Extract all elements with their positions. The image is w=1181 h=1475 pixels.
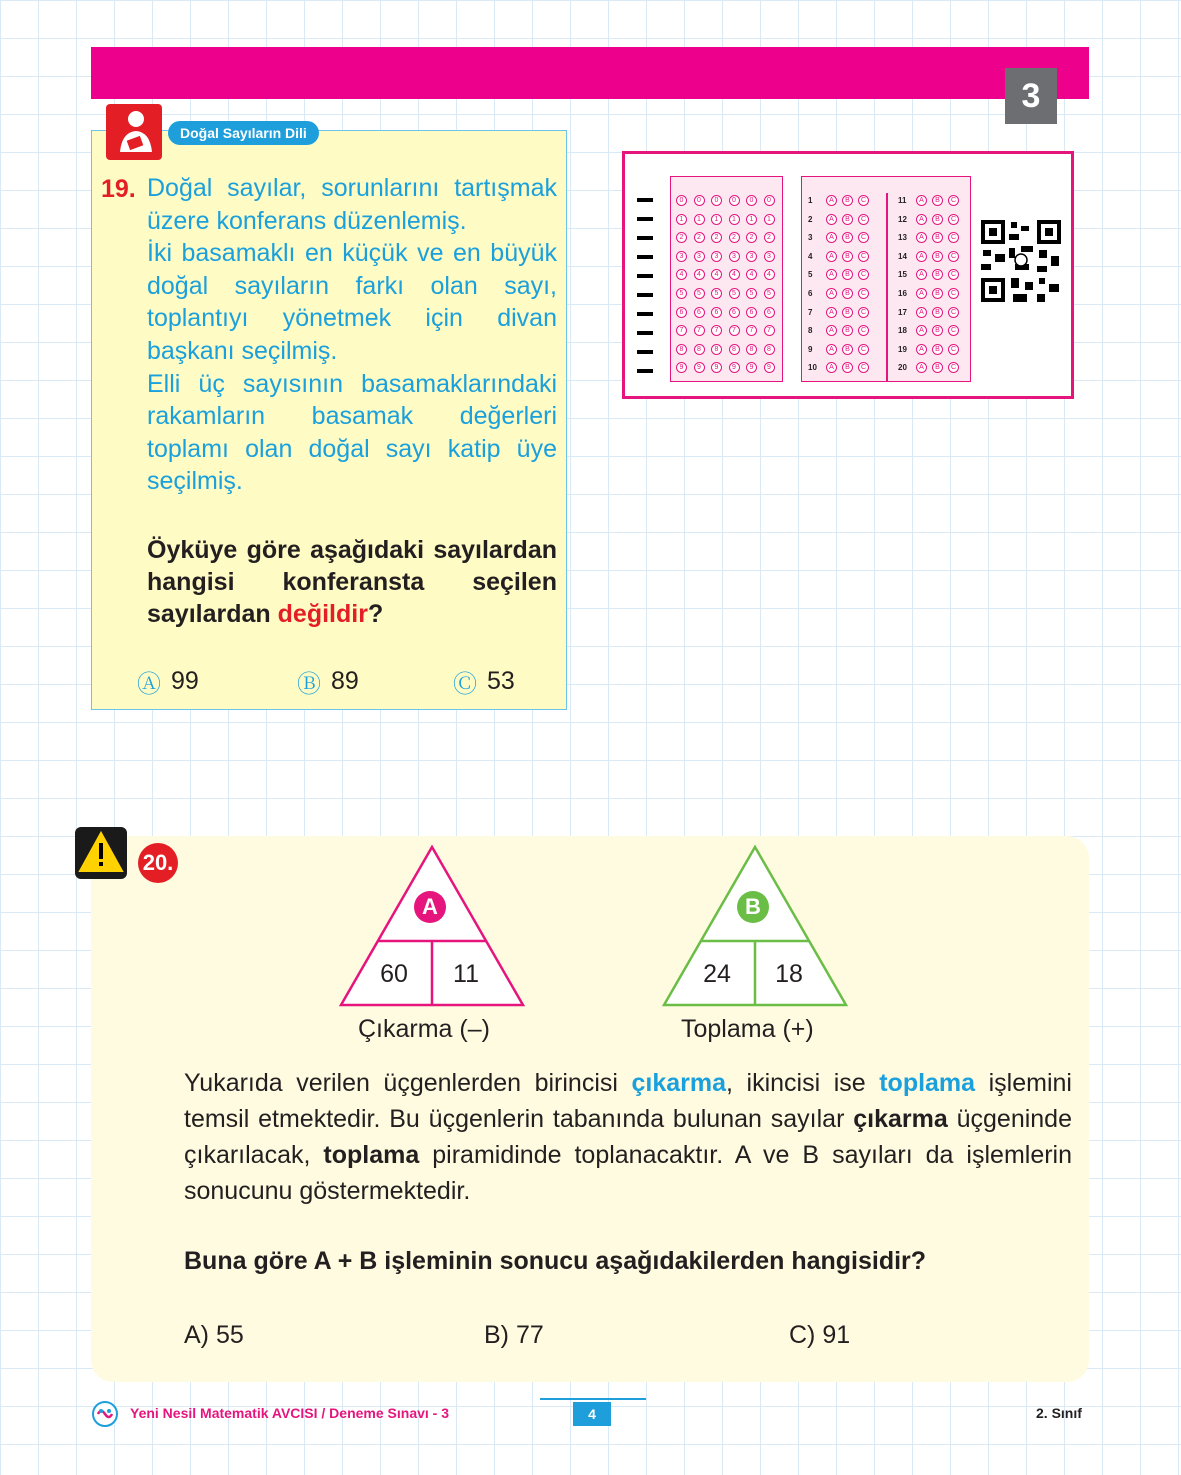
- prompt-text: Öyküye göre aşağıdaki sayılardan hangisi konferansta seçilen sayılardan: [147, 536, 557, 628]
- answer-bubble[interactable]: A: [916, 344, 927, 355]
- answer-row-number: 12: [898, 214, 907, 224]
- student-no-bubble[interactable]: 4: [694, 269, 705, 280]
- answer-row-number: 7: [808, 307, 813, 317]
- student-no-bubble[interactable]: 3: [764, 251, 775, 262]
- timing-mark: [637, 217, 653, 221]
- answer-bubble[interactable]: B: [842, 344, 853, 355]
- footer-title: Yeni Nesil Matematik AVCISI / Deneme Sınavı - 3: [130, 1405, 450, 1421]
- topic-tag: Doğal Sayıların Dili: [168, 121, 319, 145]
- keyword-subtraction-bold: çıkarma: [853, 1105, 948, 1133]
- answer-bubble[interactable]: A: [826, 251, 837, 262]
- triangle-a-right-number: 11: [453, 960, 479, 988]
- answer-row-number: 10: [808, 363, 817, 373]
- answer-bubble[interactable]: A: [916, 269, 927, 280]
- answer-sheet: [622, 151, 1074, 399]
- timing-mark: [637, 350, 653, 354]
- answer-bubble[interactable]: B: [932, 269, 943, 280]
- student-no-bubble[interactable]: 2: [711, 232, 722, 243]
- warning-icon: [75, 827, 127, 879]
- triangle-b-right-number: 18: [775, 960, 803, 988]
- answer-bubble[interactable]: B: [932, 325, 943, 336]
- answer-bubble[interactable]: B: [932, 195, 943, 206]
- answer-bubble[interactable]: A: [826, 325, 837, 336]
- student-no-bubble[interactable]: 7: [764, 325, 775, 336]
- answer-row-number: 1: [808, 196, 813, 205]
- answer-row-number: 3: [808, 233, 813, 243]
- answer-row-number: 11: [898, 196, 907, 205]
- answer-bubble[interactable]: C: [858, 251, 869, 262]
- question-number: 20.: [138, 843, 178, 883]
- student-no-bubble[interactable]: 0: [729, 195, 740, 206]
- answer-row-number: 17: [898, 307, 907, 317]
- answer-bubble[interactable]: C: [858, 288, 869, 299]
- student-no-bubble[interactable]: 1: [729, 214, 740, 225]
- answer-bubble[interactable]: C: [948, 344, 959, 355]
- page-badge: 3: [1005, 68, 1057, 124]
- answer-bubble[interactable]: B: [932, 232, 943, 243]
- answer-bubble[interactable]: A: [826, 214, 837, 225]
- answer-bubble[interactable]: A: [916, 325, 927, 336]
- answer-bubble[interactable]: A: [826, 269, 837, 280]
- negation-word: değildir: [277, 600, 368, 628]
- option-b[interactable]: B) 77: [484, 1321, 544, 1349]
- answer-bubble[interactable]: C: [948, 214, 959, 225]
- answer-bubble[interactable]: A: [826, 344, 837, 355]
- story-paragraph: İki basamaklı en küçük ve en büyük doğal sayıların farkı olan sayı, toplantıyı yönetmek için divan başkanı seçilmiş.: [147, 239, 557, 365]
- answer-row-number: 13: [898, 233, 907, 243]
- answer-bubble[interactable]: A: [826, 195, 837, 206]
- student-no-bubble[interactable]: 6: [676, 307, 687, 318]
- footer-grade: 2. Sınıf: [1036, 1405, 1082, 1421]
- answer-bubble[interactable]: A: [916, 307, 927, 318]
- timing-mark: [637, 331, 653, 335]
- student-no-bubble[interactable]: 5: [746, 288, 757, 299]
- text-span: Yukarıda verilen üçgenlerden birincisi: [184, 1069, 632, 1097]
- story-paragraph: Elli üç sayısının basamaklarındaki rakamların basamak değerleri toplamı olan doğal sayı katip üye seçilmiş.: [147, 369, 557, 496]
- answer-bubble[interactable]: C: [948, 288, 959, 299]
- question-19-prompt: [147, 534, 557, 630]
- answer-bubble[interactable]: B: [842, 251, 853, 262]
- student-no-bubble[interactable]: 3: [676, 251, 687, 262]
- text-span: işlemini temsil etmektedir. Bu üçgenlerin tabanında bulunan sayılar: [184, 1069, 1072, 1133]
- keyword-subtraction: çıkarma: [631, 1069, 727, 1097]
- student-no-bubble[interactable]: 6: [711, 307, 722, 318]
- student-no-bubble[interactable]: 2: [694, 232, 705, 243]
- student-no-bubble[interactable]: 7: [711, 325, 722, 336]
- publisher-logo-icon: [92, 1401, 118, 1427]
- student-no-bubble[interactable]: 7: [746, 325, 757, 336]
- description-paragraph: [184, 1065, 1072, 1209]
- option-letter: Ⓐ: [137, 671, 161, 698]
- option-a[interactable]: A) 55: [184, 1321, 244, 1349]
- answer-row-number: 5: [808, 270, 813, 280]
- answer-bubble[interactable]: C: [948, 307, 959, 318]
- option-a[interactable]: [137, 664, 199, 699]
- student-no-bubble[interactable]: 2: [676, 232, 687, 243]
- student-no-bubble[interactable]: 8: [676, 344, 687, 355]
- student-no-bubble[interactable]: 6: [746, 307, 757, 318]
- student-no-grid: [670, 176, 783, 382]
- question-20-prompt: Buna göre A + B işleminin sonucu aşağıdakilerden hangisidir?: [184, 1247, 927, 1275]
- answer-bubble[interactable]: C: [858, 362, 869, 373]
- student-no-bubble[interactable]: 5: [764, 288, 775, 299]
- student-no-bubble[interactable]: 1: [764, 214, 775, 225]
- answer-bubble[interactable]: A: [826, 232, 837, 243]
- answers-grid: [801, 176, 971, 382]
- text-span: , ikincisi ise: [726, 1069, 880, 1097]
- student-no-bubble[interactable]: 1: [711, 214, 722, 225]
- student-no-bubble[interactable]: 9: [711, 362, 722, 373]
- answer-bubble[interactable]: B: [842, 307, 853, 318]
- timing-mark: [637, 293, 653, 297]
- answer-row-number: 14: [898, 251, 907, 261]
- answer-row-number: 19: [898, 344, 907, 354]
- answer-bubble[interactable]: B: [842, 232, 853, 243]
- footer-divider: [540, 1398, 646, 1400]
- story-paragraph: Doğal sayılar, sorunlarını tartışmak üzere konferans düzenlemiş.: [147, 174, 557, 235]
- student-no-bubble[interactable]: 7: [694, 325, 705, 336]
- answer-bubble[interactable]: B: [932, 251, 943, 262]
- answer-bubble[interactable]: C: [948, 195, 959, 206]
- answer-bubble[interactable]: C: [858, 269, 869, 280]
- answer-bubble[interactable]: C: [948, 251, 959, 262]
- student-no-bubble[interactable]: 0: [694, 195, 705, 206]
- option-c[interactable]: C) 91: [789, 1321, 851, 1349]
- answer-row-number: 2: [808, 214, 813, 224]
- option-value: 89: [331, 667, 359, 695]
- answer-row-number: 16: [898, 289, 907, 298]
- student-no-bubble[interactable]: 2: [729, 232, 740, 243]
- answer-bubble[interactable]: B: [932, 362, 943, 373]
- student-no-bubble[interactable]: 5: [711, 288, 722, 299]
- student-no-bubble[interactable]: 1: [694, 214, 705, 225]
- answer-bubble[interactable]: B: [842, 195, 853, 206]
- answer-bubble[interactable]: A: [916, 288, 927, 299]
- student-no-bubble[interactable]: 7: [676, 325, 687, 336]
- footer-page-number: 4: [573, 1402, 611, 1426]
- triangle-a-caption: Çıkarma (–): [358, 1015, 490, 1043]
- answer-bubble[interactable]: B: [842, 325, 853, 336]
- student-no-bubble[interactable]: 4: [746, 269, 757, 280]
- student-no-bubble[interactable]: 3: [729, 251, 740, 262]
- reader-icon: [106, 104, 162, 160]
- answer-row-number: 6: [808, 289, 813, 298]
- option-value: 99: [171, 667, 199, 695]
- triangle-b-caption: Toplama (+): [681, 1015, 814, 1043]
- timing-mark: [637, 369, 653, 373]
- triangle-a-left-number: 60: [380, 960, 408, 988]
- student-no-bubble[interactable]: 0: [711, 195, 722, 206]
- student-no-bubble[interactable]: 4: [729, 269, 740, 280]
- answer-row-number: 20: [898, 363, 907, 373]
- student-no-bubble[interactable]: 0: [746, 195, 757, 206]
- answer-row-number: 15: [898, 270, 907, 280]
- answer-bubble[interactable]: B: [842, 214, 853, 225]
- option-c[interactable]: [453, 664, 515, 699]
- student-no-bubble[interactable]: 8: [764, 344, 775, 355]
- option-b[interactable]: [297, 664, 359, 699]
- timing-mark: [637, 274, 653, 278]
- student-no-bubble[interactable]: 6: [764, 307, 775, 318]
- student-no-bubble[interactable]: 5: [694, 288, 705, 299]
- triangle-b-left-number: 24: [703, 960, 731, 988]
- option-letter: Ⓒ: [453, 671, 477, 698]
- student-no-bubble[interactable]: 6: [694, 307, 705, 318]
- student-no-bubble[interactable]: 2: [746, 232, 757, 243]
- student-no-bubble[interactable]: 2: [764, 232, 775, 243]
- student-no-bubble[interactable]: 4: [764, 269, 775, 280]
- answer-bubble[interactable]: C: [948, 325, 959, 336]
- student-no-bubble[interactable]: 8: [746, 344, 757, 355]
- answer-bubble[interactable]: C: [948, 269, 959, 280]
- student-no-bubble[interactable]: 5: [676, 288, 687, 299]
- answer-bubble[interactable]: C: [858, 325, 869, 336]
- student-no-bubble[interactable]: 9: [676, 362, 687, 373]
- answers-separator: [886, 193, 888, 381]
- answer-bubble[interactable]: A: [916, 195, 927, 206]
- answer-bubble[interactable]: A: [916, 214, 927, 225]
- answer-bubble[interactable]: C: [858, 195, 869, 206]
- timing-mark: [637, 236, 653, 240]
- answer-row-number: 9: [808, 344, 813, 354]
- text-span: üçgeninde çıkarılacak,: [184, 1105, 1072, 1169]
- answer-bubble[interactable]: B: [932, 288, 943, 299]
- answer-bubble[interactable]: A: [916, 251, 927, 262]
- student-no-bubble[interactable]: 9: [746, 362, 757, 373]
- qr-code-icon: [981, 220, 1061, 309]
- student-no-bubble[interactable]: 9: [764, 362, 775, 373]
- prompt-end: ?: [367, 600, 384, 628]
- answer-bubble[interactable]: C: [948, 232, 959, 243]
- answer-bubble[interactable]: A: [916, 232, 927, 243]
- student-no-bubble[interactable]: 3: [694, 251, 705, 262]
- answer-bubble[interactable]: C: [948, 362, 959, 373]
- answer-bubble[interactable]: B: [932, 307, 943, 318]
- answer-bubble[interactable]: B: [842, 269, 853, 280]
- student-no-bubble[interactable]: 1: [676, 214, 687, 225]
- student-no-bubble[interactable]: 8: [729, 344, 740, 355]
- answer-bubble[interactable]: B: [842, 288, 853, 299]
- student-no-bubble[interactable]: 4: [676, 269, 687, 280]
- student-no-bubble[interactable]: 3: [711, 251, 722, 262]
- answer-bubble[interactable]: B: [932, 344, 943, 355]
- question-19-story: [147, 172, 557, 498]
- answer-bubble[interactable]: C: [858, 344, 869, 355]
- option-value: 53: [487, 667, 515, 695]
- answer-bubble[interactable]: B: [932, 214, 943, 225]
- answer-bubble[interactable]: C: [858, 214, 869, 225]
- answer-bubble[interactable]: C: [858, 307, 869, 318]
- student-no-bubble[interactable]: 9: [694, 362, 705, 373]
- student-no-bubble[interactable]: 4: [711, 269, 722, 280]
- keyword-addition: toplama: [879, 1069, 976, 1097]
- option-letter: Ⓑ: [297, 671, 321, 698]
- student-no-bubble[interactable]: 8: [711, 344, 722, 355]
- timing-mark: [637, 198, 653, 202]
- answer-bubble[interactable]: C: [858, 232, 869, 243]
- student-no-bubble[interactable]: 1: [746, 214, 757, 225]
- student-no-bubble[interactable]: 0: [676, 195, 687, 206]
- student-no-bubble[interactable]: 7: [729, 325, 740, 336]
- question-20-description: [184, 1065, 1072, 1209]
- triangle-b-letter: B: [745, 894, 761, 919]
- timing-mark: [637, 255, 653, 259]
- text-span: piramidinde toplanacaktır. A ve B sayıları da işlemlerin sonucunu göstermektedir.: [184, 1141, 1073, 1205]
- header-bar: [91, 47, 1089, 99]
- answer-bubble[interactable]: A: [826, 307, 837, 318]
- student-no-bubble[interactable]: 0: [764, 195, 775, 206]
- student-no-bubble[interactable]: 9: [729, 362, 740, 373]
- answer-row-number: 8: [808, 326, 813, 336]
- student-no-bubble[interactable]: 6: [729, 307, 740, 318]
- triangle-a-letter: A: [422, 894, 438, 919]
- answer-row-number: 4: [808, 251, 813, 261]
- answer-bubble[interactable]: A: [916, 362, 927, 373]
- answer-bubble[interactable]: A: [826, 362, 837, 373]
- keyword-addition-bold: toplama: [323, 1141, 420, 1169]
- answer-row-number: 18: [898, 326, 907, 336]
- timing-mark: [637, 312, 653, 316]
- student-no-bubble[interactable]: 5: [729, 288, 740, 299]
- student-no-bubble[interactable]: 8: [694, 344, 705, 355]
- student-no-bubble[interactable]: 3: [746, 251, 757, 262]
- question-number: 19.: [101, 175, 136, 203]
- answer-bubble[interactable]: B: [842, 362, 853, 373]
- answer-bubble[interactable]: A: [826, 288, 837, 299]
